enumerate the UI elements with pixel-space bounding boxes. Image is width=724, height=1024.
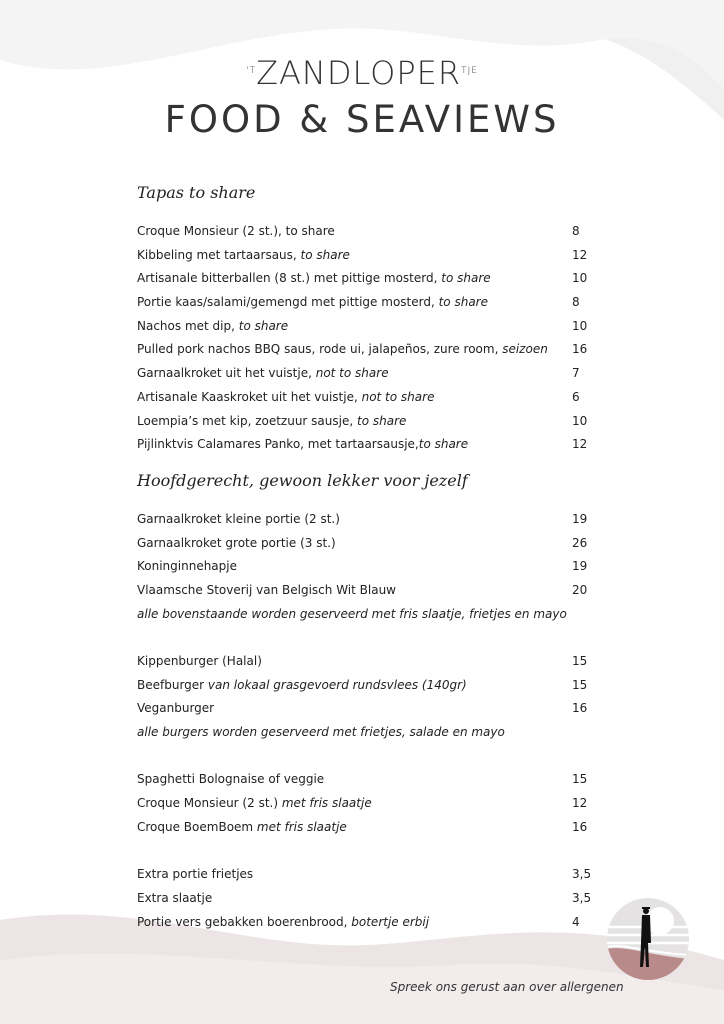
menu-item: [137, 362, 597, 386]
menu-item: [137, 887, 597, 911]
item-description: to share: [438, 295, 488, 310]
menu-item: [137, 863, 597, 887]
menu-item: [137, 911, 597, 935]
item-price: 3,5: [572, 890, 592, 905]
menu-item: [137, 579, 597, 603]
item-price: 15: [572, 654, 588, 668]
section-title: Tapas to share: [137, 183, 256, 202]
item-price: 8: [572, 224, 580, 238]
item-description: to share: [300, 247, 350, 262]
item-price: 26: [572, 535, 588, 550]
item-name: Croque BoemBoem: [137, 819, 257, 834]
item-name: Spaghetti Bolognaise of veggie: [137, 772, 325, 787]
menu-item: [137, 315, 597, 339]
group-note: alle bovenstaande worden geserveerd met fris slaatje, frietjes en mayo: [137, 606, 567, 621]
menu-item: [137, 768, 597, 792]
menu-item: [137, 816, 597, 840]
item-description: not to share: [361, 389, 435, 404]
menu-item: [137, 220, 597, 244]
item-name: Croque Monsieur (2 st.): [137, 796, 282, 811]
item-price: 16: [572, 819, 588, 834]
item-price: 16: [572, 342, 588, 357]
menu-item: [137, 650, 597, 674]
item-description: met fris slaatje: [256, 819, 347, 834]
item-description: to share: [357, 413, 407, 428]
item-price: 19: [572, 559, 588, 574]
walking-man-emblem-icon: [606, 897, 690, 981]
item-name: Pulled pork nachos BBQ saus, rode ui, jalapeños, zure room,: [137, 342, 503, 357]
item-name: Nachos met dip,: [137, 318, 239, 333]
item-description: met fris slaatje: [281, 796, 372, 811]
menu-item: [137, 433, 597, 457]
item-name: Croque Monsieur (2 st.), to share: [137, 224, 335, 238]
menu-item: [137, 697, 597, 721]
item-price: 15: [572, 677, 588, 692]
item-name: Vlaamsche Stoverij van Belgisch Wit Blauw: [137, 582, 396, 597]
item-price: 6: [572, 389, 580, 404]
item-description: botertje erbij: [351, 914, 430, 929]
menu-item: [137, 410, 597, 434]
spacer: [137, 626, 597, 650]
item-name: Artisanale bitterballen (8 st.) met pittige mosterd,: [137, 271, 442, 286]
item-name: Koninginnehapje: [137, 559, 237, 574]
item-name: Beefburger: [137, 677, 208, 692]
item-description: not to share: [315, 366, 389, 381]
item-name: Kippenburger (Halal): [137, 654, 262, 668]
item-name: Garnaalkroket grote portie (3 st.): [137, 535, 336, 550]
item-price: 20: [572, 582, 588, 597]
item-name: Artisanale Kaaskroket uit het vuistje,: [137, 389, 362, 404]
allergen-note: Spreek ons gerust aan over allergenen: [390, 980, 624, 994]
item-price: 7: [572, 366, 580, 381]
item-name: Veganburger: [137, 701, 215, 716]
item-price: 16: [572, 701, 588, 716]
spacer: [137, 840, 597, 864]
group-note: alle burgers worden geserveerd met frietjes, salade en mayo: [137, 725, 505, 740]
brand-tagline: FOOD & SEAVIEWS: [164, 98, 560, 141]
menu-item: [137, 532, 597, 556]
item-price: 8: [572, 295, 580, 310]
spacer: [137, 745, 597, 769]
item-price: 19: [572, 511, 588, 526]
menu-item: [137, 291, 597, 315]
item-price: 12: [572, 796, 588, 811]
item-price: 12: [572, 437, 588, 452]
menu-item: [137, 508, 597, 532]
brand-logo: $^{'T}ZANDLOPER^{TJE}$: [246, 54, 478, 92]
item-price: 12: [572, 247, 588, 262]
item-description: seizoen: [502, 342, 548, 357]
menu-item: [137, 386, 597, 410]
item-price: 10: [572, 271, 588, 286]
item-description: to share: [441, 271, 491, 286]
item-description: to share: [238, 318, 289, 333]
section-title: Hoofdgerecht, gewoon lekker voor jezelf: [137, 470, 468, 490]
item-name: Extra portie frietjes: [137, 867, 254, 882]
menu-item: [137, 267, 597, 291]
menu-item: [137, 674, 597, 698]
menu-item: [137, 792, 597, 816]
menu-item: [137, 244, 597, 268]
item-price: 10: [572, 413, 588, 428]
menu-item: [137, 338, 597, 362]
item-price: 10: [572, 318, 588, 333]
item-name: Extra slaatje: [137, 890, 213, 905]
item-description: van lokaal grasgevoerd rundsvlees (140gr): [207, 677, 467, 692]
item-price: 3,5: [572, 867, 592, 882]
item-price: 15: [572, 772, 588, 787]
item-name: Garnaalkroket kleine portie (2 st.): [137, 511, 340, 526]
item-name: Pijlinktvis Calamares Panko, met tartaarsausje,: [137, 437, 419, 452]
item-name: Portie kaas/salami/gemengd met pittige mosterd,: [137, 295, 439, 310]
item-name: Loempia’s met kip, zoetzuur sausje,: [137, 413, 357, 428]
item-name: Garnaalkroket uit het vuistje,: [137, 366, 316, 381]
menu: [137, 181, 597, 934]
menu-item: [137, 555, 597, 579]
item-name: Kibbeling met tartaarsaus,: [137, 247, 301, 262]
item-price: 4: [572, 914, 580, 929]
item-name: Portie vers gebakken boerenbrood,: [137, 914, 352, 929]
item-description: to share: [418, 437, 469, 452]
